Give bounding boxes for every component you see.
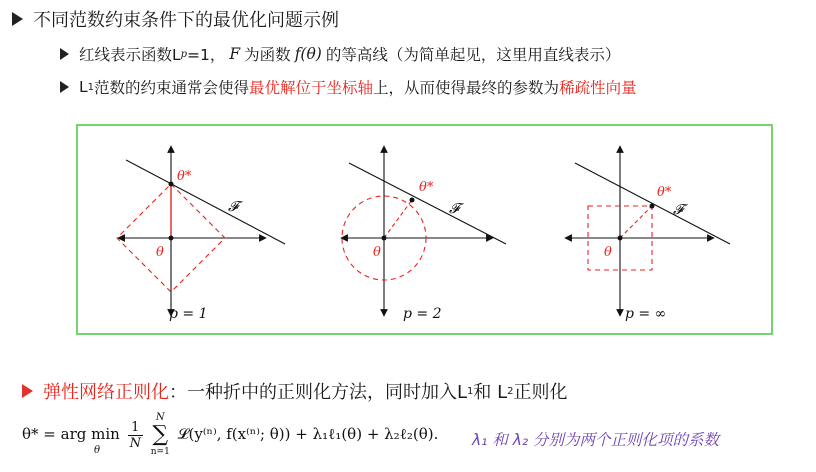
caption-p1: p = 1 [169,306,208,322]
red-line-text-b: =1， [187,46,226,64]
f-theta-symbol: f(θ) [294,45,322,63]
formula-body: 𝓛(y⁽ⁿ⁾, f(x⁽ⁿ⁾; θ)) + λ₁ℓ₁(θ) + λ₂ℓ₂(θ). [177,425,439,443]
F-label: 𝓕 [228,199,239,215]
caption-pinf: p = ∞ [625,306,667,322]
diagram-p1 [117,146,285,322]
formula-frac-den: N [129,435,141,451]
l1-subscript: 1 [467,385,474,397]
solution-segment [384,200,412,238]
F-label: 𝓕 [673,202,684,218]
theta-label: θ [604,245,612,260]
bullet-red-line-explanation [60,43,620,65]
F-label: 𝓕 [449,201,460,217]
contour-line-F [349,163,506,244]
formula-argmin-under: θ [94,445,101,456]
highlight-optimal-on-axes: 最优解位于坐标轴 [249,79,374,97]
contour-line-F [575,163,730,244]
lp-subscript: p [180,48,188,60]
arrow-bullet-icon [60,48,69,60]
arrow-bullet-icon [12,12,23,26]
lambda-note: λ₁ 和 λ₂ 分别为两个正则化项的系数 [472,431,720,449]
bullet-norm-examples-text: 不同范数约束条件下的最优化问题示例 [33,10,339,31]
origin-point [169,236,174,241]
diagram-pinf [565,146,730,322]
theta-star-label: θ* [177,169,192,184]
theta-label: θ [373,245,381,260]
norm-diagrams-svg [78,126,771,333]
elastic-net-formula [22,412,438,458]
formula-lhs: θ* = arg min [22,425,120,443]
l1-letter: L [79,78,88,96]
theta-star-label: θ* [657,185,672,200]
elastic-net-text-a: ：一种折中的正则化方法，同时加入L [169,382,468,403]
elastic-net-highlight: 弹性网络正则化 [43,382,169,403]
norm-diagrams-panel [76,124,773,335]
optimum-point [410,198,415,203]
theta-star-label: θ* [419,180,434,195]
caption-p2: p = 2 [403,306,442,322]
elastic-net-text-b: 和 L [473,382,508,403]
F-symbol: F [229,45,241,63]
contour-line-F [126,160,285,244]
red-line-text-d: 的等高线（为简单起见，这里用直线表示） [325,46,621,64]
bullet-norm-examples [12,6,339,32]
bullet-elastic-net [22,378,568,404]
highlight-sparse-vector: 稀疏性向量 [559,79,637,97]
formula-frac-num: 1 [131,419,140,435]
origin-point [382,236,387,241]
arrow-bullet-icon [22,384,33,398]
formula-sum-bottom: n=1 [150,447,170,457]
optimum-point [650,204,655,209]
red-line-text-a: 红线表示函数L [79,46,181,64]
solution-segment [620,206,652,238]
l1-text-b: 上，从而使得最终的参数为 [373,79,560,97]
origin-point [618,236,623,241]
diagram-p2 [341,146,506,322]
elastic-net-text-c: 正则化 [513,382,568,403]
optimum-point [169,182,174,187]
arrow-bullet-icon [60,81,69,93]
sum-symbol-icon: ∑ [152,422,169,447]
l1-subscript: 1 [87,81,95,93]
theta-label: θ [156,245,164,260]
l2-subscript: 2 [507,385,514,397]
red-line-text-c: 为函数 [244,46,291,64]
formula-sum-top: N [155,412,165,423]
bullet-l1-sparsity [60,76,637,98]
l1-text-a: 范数的约束通常会使得 [94,79,250,97]
